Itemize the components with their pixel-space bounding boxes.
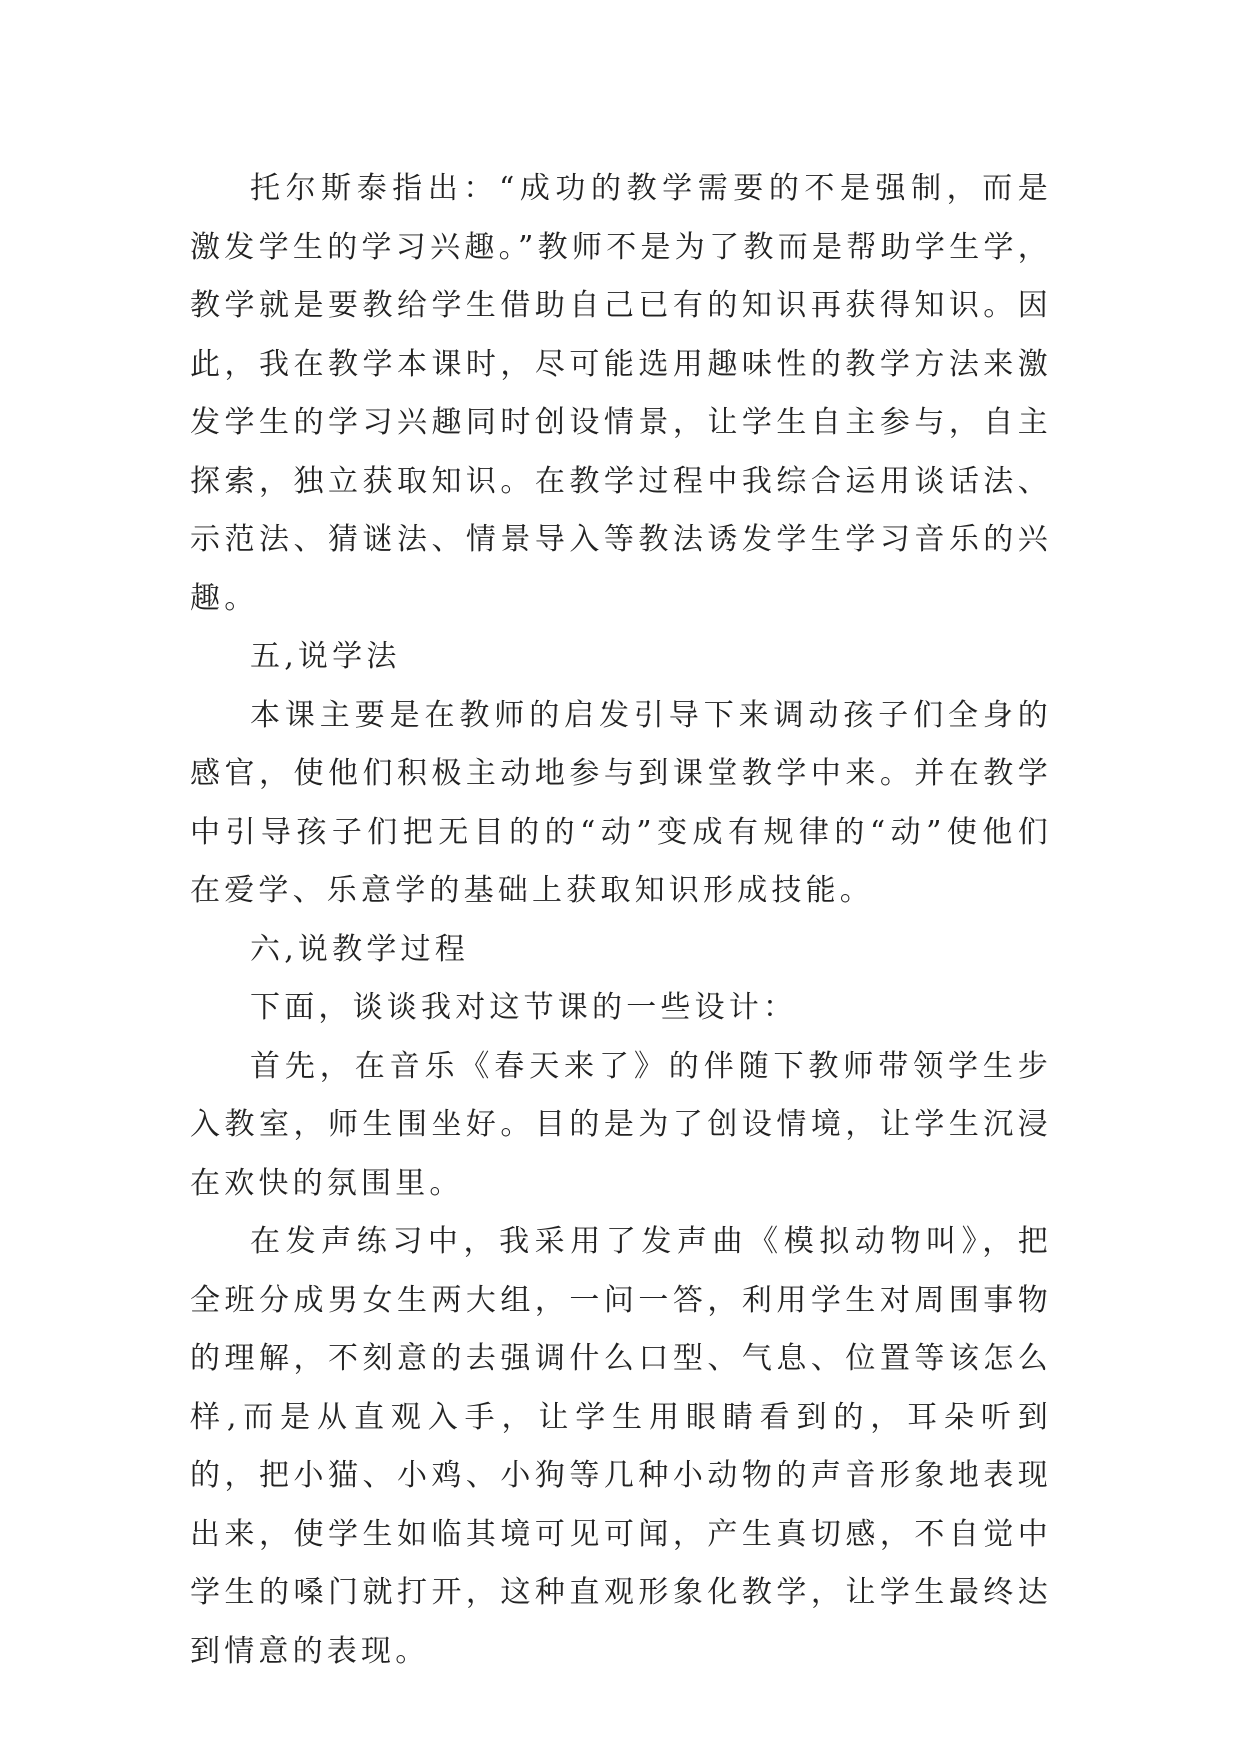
paragraph-design-intro: 下面，谈谈我对这节课的一些设计：: [250, 990, 798, 1025]
paragraph-learning-method: 本课主要是在教师的启发引导下来调动孩子们全身的感官，使他们积极主动地参与到课堂教学中来。并在教学中引导孩子们把无目的的“动”变成有规律的“动”使他们在爱学、乐意学的基础上获取知识形成技能。: [190, 697, 1052, 908]
section-heading-teaching-process: 六,说教学过程: [250, 931, 469, 967]
paragraph-vocal-practice: 在发声练习中，我采用了发声曲《模拟动物叫》，把全班分成男女生两大组，一问一答，利用学生对周围事物的理解，不刻意的去强调什么口型、气息、位置等该怎么样,而是从直观入手，让学生用眼睛看到的，耳朵听到的，把小猫、小鸡、小狗等几种小动物的声音形象地表现出来，使学生如临其境可见可闻，产生真切感，不自觉中学生的嗓门就打开，这种直观形象化教学，让学生最终达到情意的表现。: [190, 1224, 1052, 1669]
paragraph-first-step: 首先，在音乐《春天来了》的伴随下教师带领学生步入教室，师生围坐好。目的是为了创设情境，让学生沉浸在欢快的氛围里。: [190, 1048, 1052, 1201]
paragraph-tolstoy-quote: 托尔斯泰指出：“成功的教学需要的不是强制，而是激发学生的学习兴趣。”教师不是为了教而是帮助学生学，教学就是要教给学生借助自己已有的知识再获得知识。因此，我在教学本课时，尽可能选用趣味性的教学方法来激发学生的学习兴趣同时创设情景，让学生自主参与，自主探索，独立获取知识。在教学过程中我综合运用谈话法、示范法、猜谜法、情景导入等教法诱发学生学习音乐的兴趣。: [190, 171, 1052, 616]
section-heading-learning-method: 五,说学法: [250, 639, 401, 674]
document-body: [190, 160, 1052, 1681]
